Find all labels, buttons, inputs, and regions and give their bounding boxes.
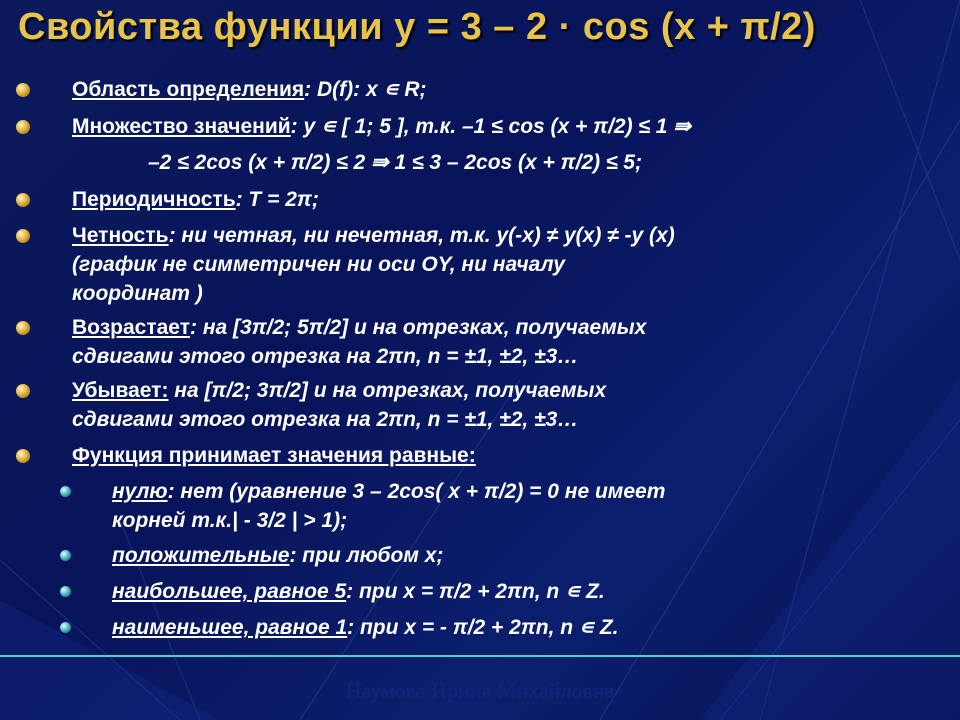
subitem-label: наименьшее, равное 1	[112, 616, 348, 639]
list-item	[72, 113, 691, 141]
subitem-text: : при x = π/2 + 2πn, n ∊ Z.	[346, 580, 605, 603]
subitem-label: наибольшее, равное 5	[112, 580, 347, 603]
bullet-icon	[16, 384, 30, 398]
item-text: : y ∊ [ 1; 5 ], т.к. –1 ≤ cos (x + π/2) ≤ 1 ⇛	[290, 115, 691, 138]
item-continuation: сдвигами этого отрезка на 2πn, n = ±1, ±2, ±3…	[72, 345, 579, 368]
list-item	[72, 314, 646, 342]
bullet-icon	[16, 120, 30, 134]
item-text: : на [3π/2; 5π/2] и на отрезках, получаемых	[190, 316, 647, 339]
subitem-text: : при любом x;	[289, 544, 444, 567]
item-text: : ни четная, ни нечетная, т.к. y(-x) ≠ y(x) ≠ -y (x)	[168, 224, 675, 247]
list-item	[72, 76, 427, 104]
author-footer: Наумова Ирина Михайловна	[345, 678, 615, 703]
bullet-icon	[16, 193, 30, 207]
item-text: : T = 2π;	[235, 188, 319, 211]
item-label: Область определения	[72, 78, 305, 101]
sub-item-continuation: корней т.к.| - 3/2 | > 1);	[112, 509, 348, 532]
item-continuation: координат )	[72, 282, 203, 305]
sub-bullet-icon	[60, 550, 71, 561]
sub-list-item	[112, 614, 619, 642]
sub-bullet-icon	[60, 622, 71, 633]
subitem-label: положительные	[112, 544, 290, 567]
item-continuation: сдвигами этого отрезка на 2πn, n = ±1, ±2, ±3…	[72, 408, 579, 431]
item-label: Четность	[72, 224, 169, 247]
item-text: : D(f): x ∊ R;	[304, 78, 427, 101]
subitem-text: : нет (уравнение 3 – 2cos( x + π/2) = 0 не имеет	[167, 480, 666, 503]
footer-divider	[0, 655, 960, 657]
sub-list-item	[112, 478, 665, 506]
item-label: Множество значений	[72, 115, 291, 138]
item-continuation: (график не симметричен ни оси OY, ни началу	[72, 253, 565, 276]
bullet-icon	[16, 83, 30, 97]
sub-list-item	[112, 578, 605, 606]
list-item	[72, 442, 476, 470]
list-item	[72, 222, 675, 250]
sub-bullet-icon	[60, 486, 71, 497]
list-item	[72, 186, 319, 214]
list-item	[72, 377, 606, 405]
subitem-label: нулю	[112, 480, 168, 503]
subitem-text: : при x = - π/2 + 2πn, n ∊ Z.	[347, 616, 619, 639]
slide-title: Свойства функции y = 3 – 2 · cos (x + π/2)	[18, 6, 816, 48]
sub-bullet-icon	[60, 586, 71, 597]
item-continuation: –2 ≤ 2cos (x + π/2) ≤ 2 ⇛ 1 ≤ 3 – 2cos (x + π/2) ≤ 5;	[148, 151, 642, 174]
bullet-icon	[16, 449, 30, 463]
item-label: Периодичность	[72, 188, 236, 211]
item-text: на [π/2; 3π/2] и на отрезках, получаемых	[168, 379, 607, 402]
item-label: Функция принимает значения равные:	[72, 444, 476, 467]
sub-list-item	[112, 542, 443, 570]
bullet-icon	[16, 229, 30, 243]
item-label: Возрастает	[72, 316, 190, 339]
item-label: Убывает:	[72, 379, 169, 402]
bullet-icon	[16, 321, 30, 335]
